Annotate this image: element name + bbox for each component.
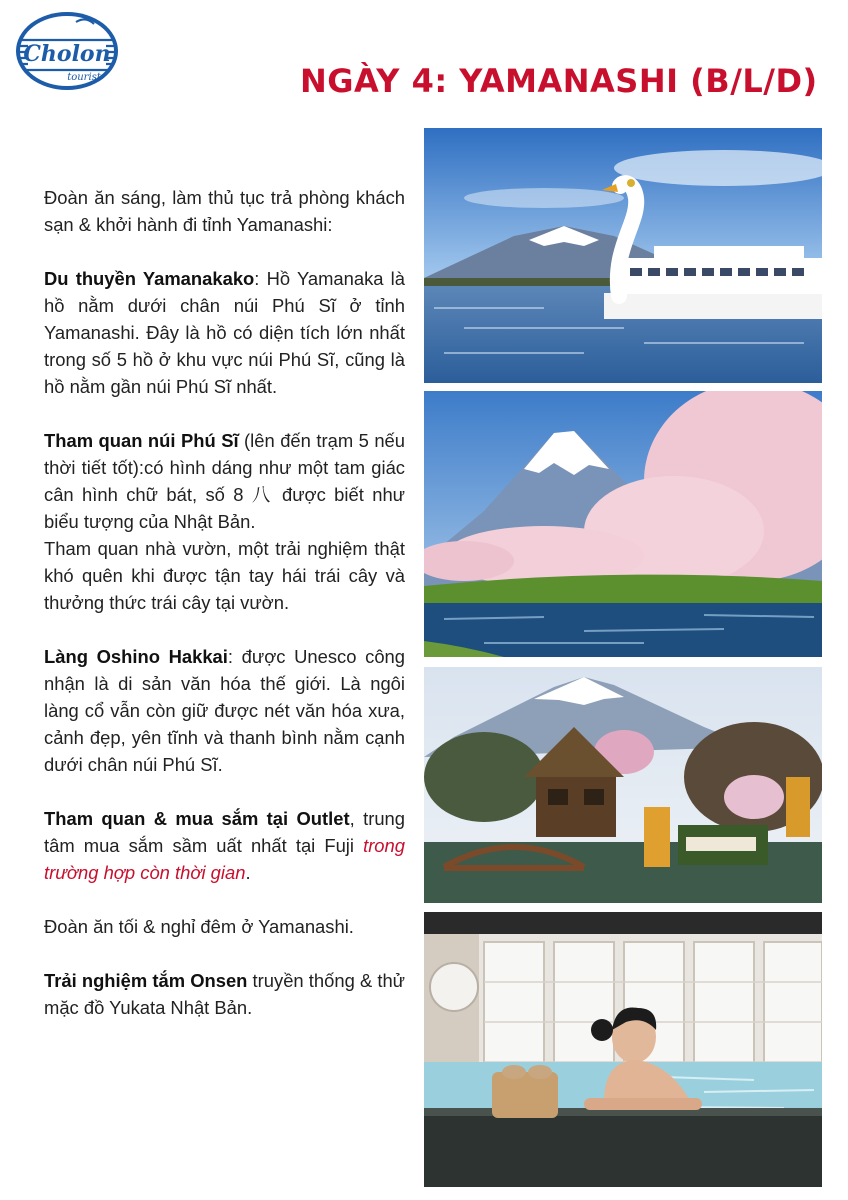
paragraph-dinner: Đoàn ăn tối & nghỉ đêm ở Yamanashi. — [44, 916, 354, 937]
paragraph-fuji: Tham quan núi Phú Sĩ (lên đến trạm 5 nếu thời tiết tốt):có hình dáng như một tam giác cân hình chữ bát, số 8 八 được biết như biểu tượng của Nhật Bản. — [44, 430, 406, 532]
heading-oshino: Làng Oshino Hakkai — [44, 646, 228, 667]
paragraph-yamanakako: Du thuyền Yamanakako: Hồ Yamanaka là hồ nằm dưới chân núi Phú Sĩ ở tỉnh Yamanashi. Đây là hồ có diện tích lớn nhất trong số 5 hồ ở khu vực núi Phú Sĩ, cũng là hồ nằm gần núi Phú Sĩ nhất. — [44, 268, 405, 397]
page-title: NGÀY 4: YAMANASHI (B/L/D) — [300, 62, 818, 100]
heading-yamanakako: Du thuyền Yamanakako — [44, 268, 255, 289]
photo-onsen — [424, 912, 822, 1187]
logo-tagline-text: tourist — [67, 72, 101, 83]
photo-fuji-cherry-blossom — [424, 391, 822, 657]
paragraph-orchard: Tham quan nhà vườn, một trải nghiệm thật khó quên khi được tận tay hái trái cây và thưởng thức trái cây tại vườn. — [44, 538, 405, 613]
itinerary-text — [44, 184, 405, 1048]
heading-onsen: Trải nghiệm tắm Onsen — [44, 970, 248, 991]
paragraph-onsen: Trải nghiệm tắm Onsen truyền thống & thử mặc đồ Yukata Nhật Bản. — [44, 970, 405, 1018]
heading-outlet: Tham quan & mua sắm tại Outlet — [44, 808, 350, 829]
paragraph-oshino: Làng Oshino Hakkai: được Unesco công nhận là di sản văn hóa thế giới. Là ngôi làng cổ vẫn còn giữ được nét văn hóa xưa, cảnh đẹp, yên tĩnh và thanh bình nằm cạnh dưới chân núi Phú Sĩ. — [44, 646, 405, 775]
note-if-time: trong trường hợp còn thời gian — [44, 835, 405, 883]
photo-oshino-hakkai — [424, 667, 822, 903]
paragraph-breakfast: Đoàn ăn sáng, làm thủ tục trả phòng khách sạn & khởi hành đi tỉnh Yamanashi: — [44, 187, 405, 235]
logo-brand-text: Cholon — [23, 41, 111, 67]
photo-swan-boat — [424, 128, 822, 383]
cholon-logo — [14, 10, 120, 92]
paragraph-outlet: Tham quan & mua sắm tại Outlet, trung tâm mua sắm sầm uất nhất tại Fuji trong trường hợp còn thời gian. — [44, 808, 406, 883]
heading-fuji: Tham quan núi Phú Sĩ — [44, 430, 239, 451]
